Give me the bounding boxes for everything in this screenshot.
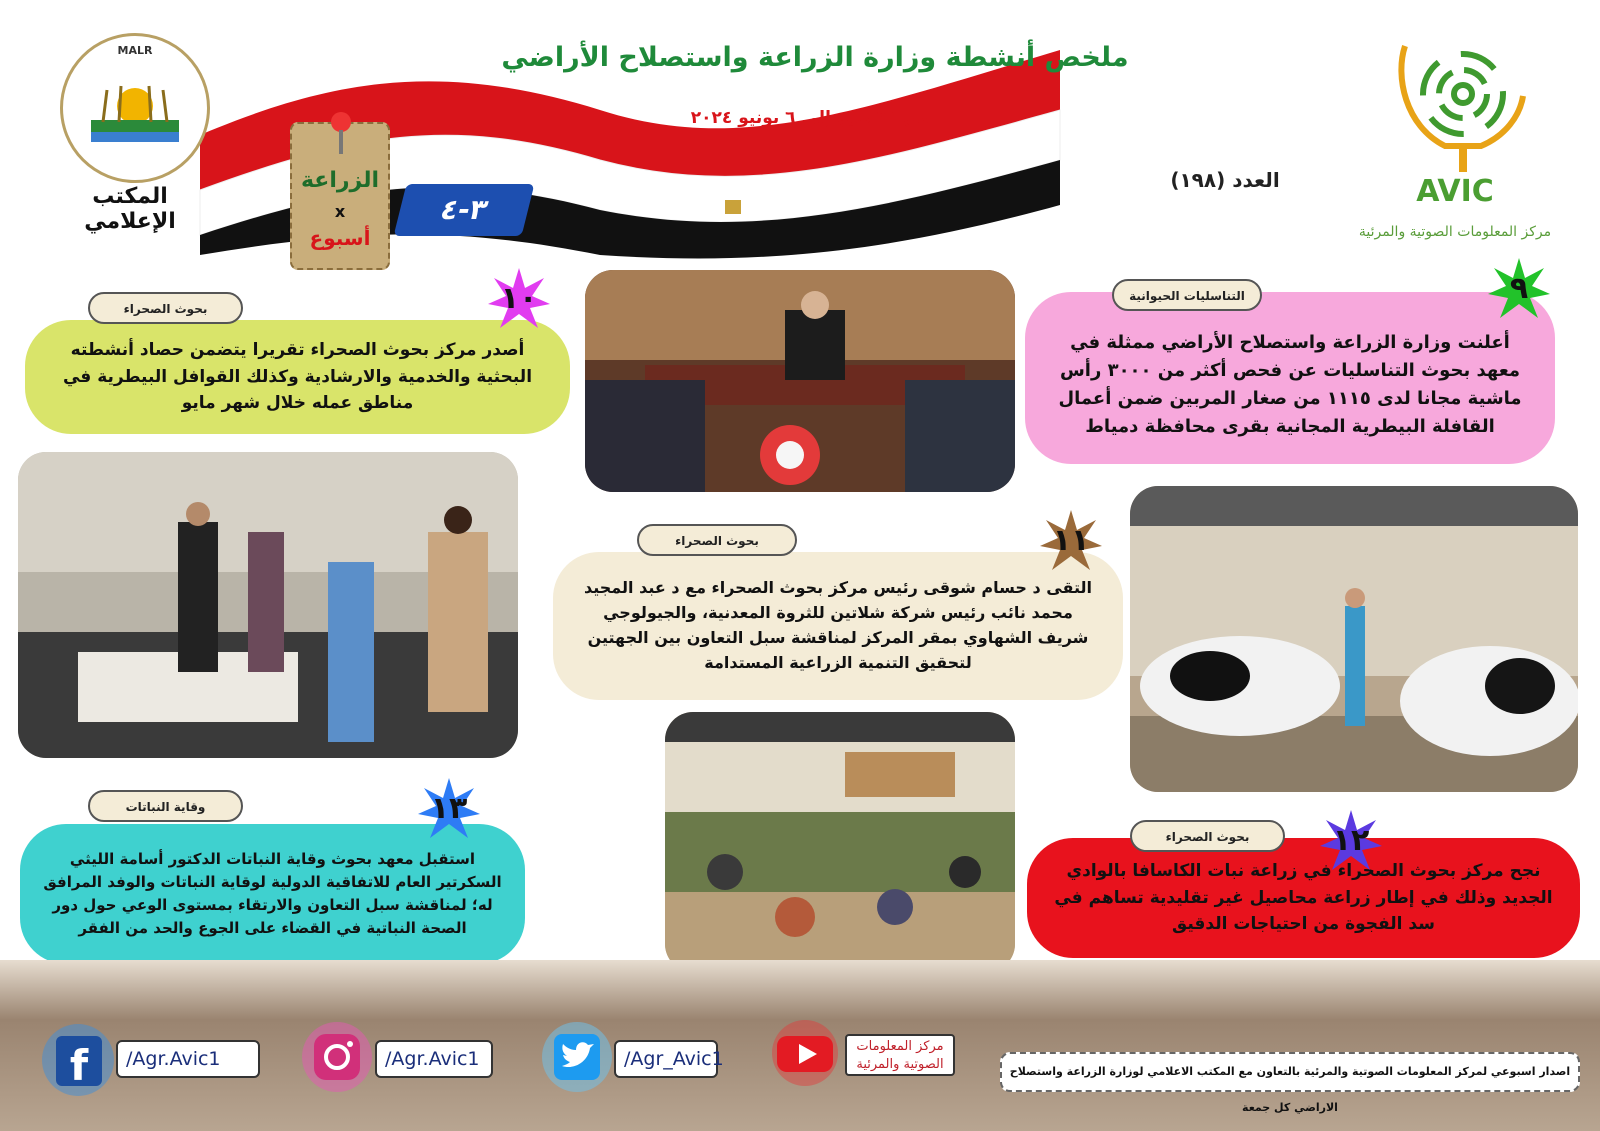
malr-logo: MALR xyxy=(60,33,210,183)
avic-logo-text: AVIC xyxy=(1416,174,1494,209)
issue-number: العدد (١٩٨) xyxy=(1170,168,1280,192)
category-label-12: بحوث الصحراء xyxy=(1130,820,1285,852)
pushpin-icon xyxy=(326,108,356,158)
number-badge-12: ١٢ xyxy=(1320,810,1382,872)
news-box-9: أعلنت وزارة الزراعة واستصلاح الأراضي ممثلة في معهد بحوث التناسليات عن فحص أكثر من ٣٠٠٠ رأس ماشية مجانا لدى ١١١٥ من صغار المربين ضمن أعمال القافلة البيطرية المجانية بقرى محافظة دمياط xyxy=(1025,292,1555,464)
photo-meeting xyxy=(585,270,1015,492)
news-box-12: نجح مركز بحوث الصحراء في زراعة نبات الكاسافا بالوادي الجديد وذلك في إطار زراعة محاصيل غير تقليدية تساهم في سد الفجوة من احتياجات الدقيق xyxy=(1027,838,1580,958)
category-label-10: بحوث الصحراء xyxy=(88,292,243,324)
category-label-11: بحوث الصحراء xyxy=(637,524,797,556)
agriculture-week-tag: الزراعة x أسبوع xyxy=(290,122,390,270)
number-badge-10: ١٠ xyxy=(488,268,550,330)
news-box-10: أصدر مركز بحوث الصحراء تقريرا يتضمن حصاد أنشطته البحثية والخدمية والارشادية وكذلك القوافل البيطرية في مناطق عمله خلال شهر مايو xyxy=(25,320,570,434)
instagram-icon[interactable] xyxy=(300,1020,374,1094)
category-label-9: التناسليات الحيوانية xyxy=(1112,279,1262,311)
category-label-13: وقاية النباتات xyxy=(88,790,243,822)
page-counter: ٣-٤ xyxy=(394,184,535,236)
facebook-link[interactable]: /Agr.Avic1 xyxy=(116,1040,260,1078)
media-office-label: المكتب الإعلامي xyxy=(84,184,176,234)
photo-cows xyxy=(1130,486,1578,792)
avic-name: مركز المعلومات الصوتية والمرئية xyxy=(1358,224,1552,240)
footer-note: اصدار اسبوعي لمركز المعلومات الصوتية والمرئية بالتعاون مع المكتب الاعلامي لوزارة الزراعة واستصلاح الاراضي كل جمعة xyxy=(1000,1052,1580,1092)
instagram-link[interactable]: /Agr.Avic1 xyxy=(375,1040,493,1078)
date-range: من ٣١ مايو إلى ٦ يونيو ٢٠٢٤ xyxy=(690,108,930,128)
facebook-icon[interactable] xyxy=(40,1022,116,1098)
wheat-sun-icon xyxy=(83,64,187,154)
twitter-icon[interactable] xyxy=(540,1020,614,1094)
svg-text:f: f xyxy=(69,1041,89,1090)
avic-antenna-icon xyxy=(1385,36,1535,176)
twitter-link[interactable]: /Agr_Avic1 xyxy=(614,1040,718,1078)
number-badge-9: ٩ xyxy=(1488,258,1550,320)
youtube-caption[interactable]: مركز المعلومات الصوتية والمرئية xyxy=(845,1034,955,1076)
news-box-11: التقى د حسام شوقى رئيس مركز بحوث الصحراء مع د عبد المجيد محمد نائب رئيس شركة شلاتين للثروة المعدنية، والجيولوجي شريف الشهاوي بمقر المركز لمناقشة سبل التعاون بين الجهتين لتحقيق التنمية الزراعية المستدامة xyxy=(553,552,1123,700)
photo-lab-visit xyxy=(18,452,518,758)
news-box-13: استقبل معهد بحوث وقاية النباتات الدكتور أسامة الليثي السكرتير العام للاتفاقية الدولية لوقاية النباتات والوفد المرافق له؛ لمناقشة سبل التعاون والارتقاء بمستوى الوعي حول دور الصحة النباتية في القضاء على الجوع والحد من الفقر xyxy=(20,824,525,964)
youtube-icon[interactable] xyxy=(765,1018,845,1088)
eagle-icon xyxy=(725,200,741,214)
number-badge-13: ١٣ xyxy=(418,778,480,840)
photo-cassava-field xyxy=(665,712,1015,972)
number-badge-11: ١١ xyxy=(1040,510,1102,572)
page-title: ملخص أنشطة وزارة الزراعة واستصلاح الأراضي xyxy=(501,42,1129,73)
